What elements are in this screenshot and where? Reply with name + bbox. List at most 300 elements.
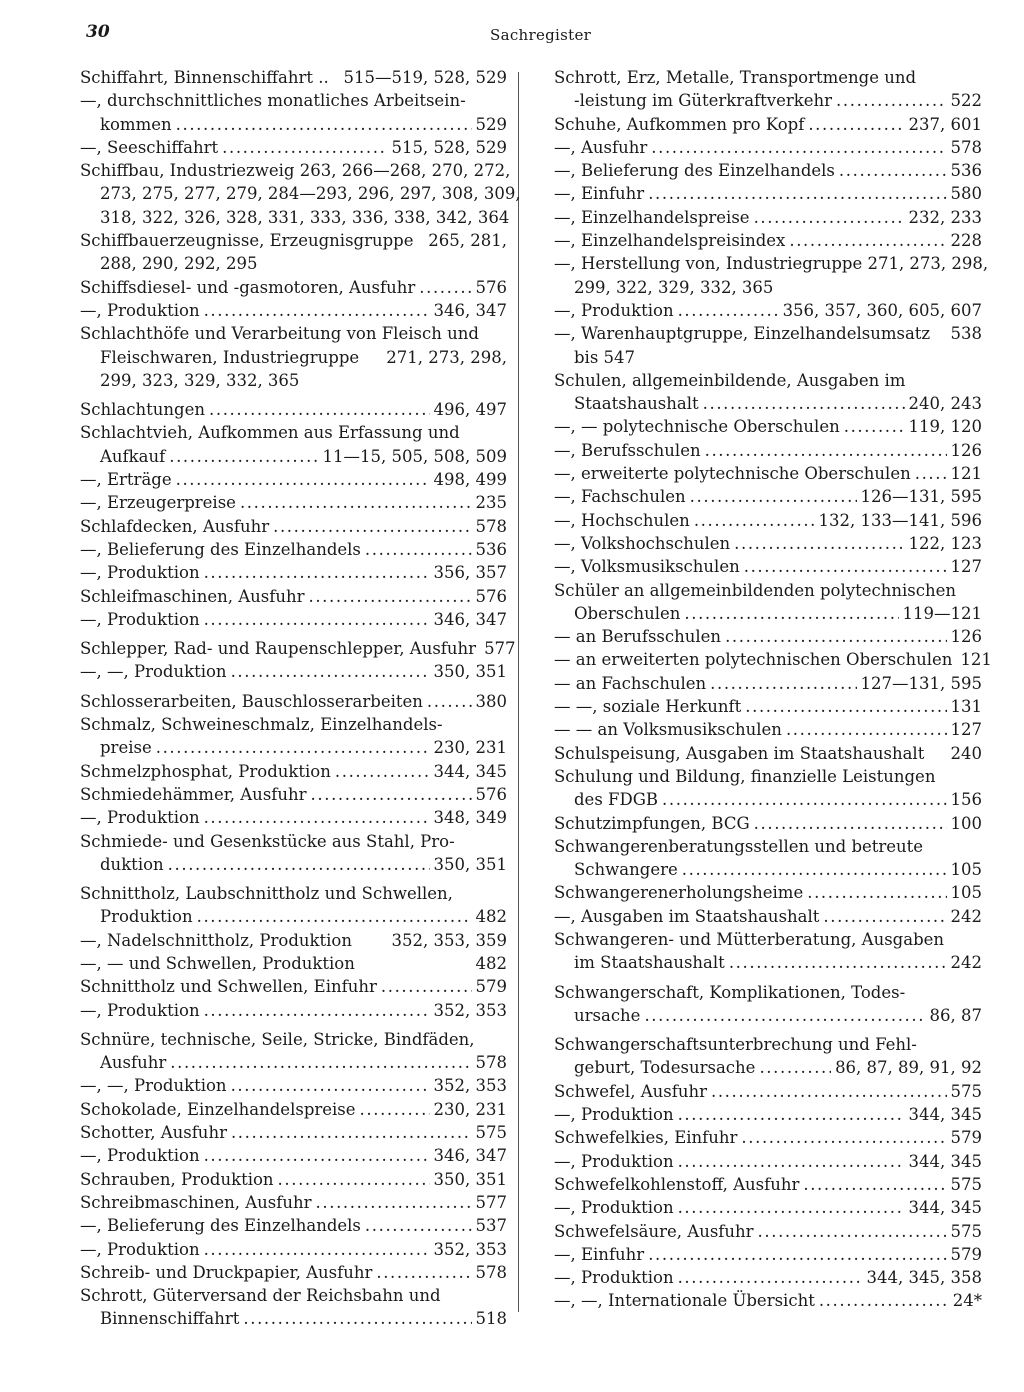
index-entry [80,1028,507,1051]
index-term: Schwangerschaftsunterbrechung und Fehl- [554,1035,917,1055]
leader-dots [419,276,471,299]
index-term: —, durchschnittliches monatliches Arbeitsein- [80,91,466,111]
leader-dots [231,1074,430,1097]
index-term: Schiffbau, Industriezweig 263, 266—268, 270, 272, [80,161,511,181]
running-head: Sachregister [490,26,592,44]
page-references: 346, 347 [433,300,507,320]
index-term: Fleischwaren, Industriegruppe [100,347,360,367]
index-term: 273, 275, 277, 279, 284—293, 296, 297, 308, 309, [100,184,521,204]
leader-dots [204,299,430,322]
page-references: 126 [950,440,982,460]
index-entry [80,1121,507,1144]
index-term: Schmiede- und Gesenkstücke aus Stahl, Pro- [80,831,455,851]
index-term: Schüler an allgemeinbildenden polytechnischen [554,580,956,600]
index-entry [554,765,982,788]
index-entry [80,1168,507,1191]
index-entry [554,159,982,182]
leader-dots [335,760,430,783]
index-entry [554,905,982,928]
index-entry [80,760,507,783]
page-references: 350, 351 [433,854,507,874]
leader-dots [789,229,946,252]
page-references: 86, 87, 89, 91, 92 [835,1058,982,1078]
index-entry [554,1103,982,1126]
index-entry [554,1243,982,1266]
index-term: im Staatshaushalt [574,953,725,973]
index-entry [554,1150,982,1173]
index-term: Schlachtvieh, Aufkommen aus Erfassung und [80,423,460,443]
index-entry [554,1196,982,1219]
index-entry [80,299,507,322]
index-term: — —, soziale Herkunft [554,697,742,717]
page-references: 538 [950,324,982,344]
index-term: Schwefelkohlenstoff, Ausfuhr [554,1174,800,1194]
page-references: 522 [950,91,982,111]
index-term: Schwangeren- und Mütterberatung, Ausgaben [554,929,945,949]
leader-dots [176,113,472,136]
index-term: bis 547 [574,347,636,367]
leader-dots [240,491,472,514]
page-references: 122, 123 [908,533,982,553]
index-term: Schwefelsäure, Ausfuhr [554,1221,754,1241]
index-term: —, Produktion [80,1000,200,1020]
leader-dots [204,608,430,631]
index-entry [80,1074,507,1097]
leader-dots [204,561,430,584]
page-references: 515—519, 528, 529 [343,68,507,87]
index-entry [554,625,982,648]
page-references: 518 [475,1309,507,1329]
page-references: 498, 499 [433,470,507,490]
page-references: 576 [475,586,507,606]
page-references: 348, 349 [433,808,507,828]
index-entry [554,648,992,671]
leader-dots [311,783,472,806]
page-references: 579 [475,977,507,997]
page-references: 529 [475,114,507,134]
leader-dots [754,206,905,229]
leader-dots [365,538,472,561]
page-references: 537 [475,1216,507,1236]
leader-dots [231,660,430,683]
page-references: 575 [950,1081,982,1101]
page-references: 578 [475,1262,507,1282]
index-term: —, Einzelhandelspreise [554,207,750,227]
index-entry [80,999,507,1022]
leader-dots [365,1214,472,1237]
index-term: —, Belieferung des Einzelhandels [80,539,361,559]
page-references: 482 [475,907,507,927]
index-term: —, Berufsschulen [554,440,701,460]
index-entry [554,439,982,462]
page-references: 579 [950,1128,982,1148]
index-term: Schotter, Ausfuhr [80,1123,227,1143]
page-references: 496, 497 [433,400,507,420]
page-references: 242 [950,906,982,926]
index-entry [80,346,507,369]
index-entry [80,1238,507,1261]
page-references: 230, 231 [433,1099,507,1119]
index-entry [80,853,507,876]
leader-dots [915,462,947,485]
index-term: —, Produktion [80,609,200,629]
index-term: Schwefel, Ausfuhr [554,1081,707,1101]
page-references: 356, 357, 360, 605, 607 [782,300,982,320]
index-term: Aufkauf [100,446,166,466]
page-references: 577 [475,1192,507,1212]
page-references: 352, 353 [433,1239,507,1259]
index-term: —, Produktion [80,300,200,320]
leader-dots [678,1150,905,1173]
index-term: Oberschulen [574,603,681,623]
index-term: preise [100,738,152,758]
leader-dots [758,1220,947,1243]
index-entry [554,252,989,275]
index-term: —, Einfuhr [554,1244,645,1264]
index-term: —, Produktion [554,1198,674,1218]
index-entry [554,1173,982,1196]
index-entry [80,1214,507,1237]
page-references: 575 [950,1174,982,1194]
leader-dots [705,439,947,462]
leader-dots [651,136,946,159]
index-entry [554,881,982,904]
index-term: 288, 290, 292, 295 [100,254,258,274]
index-term: —, Belieferung des Einzelhandels [554,161,835,181]
index-term: —, Einfuhr [554,184,645,204]
index-entry [80,89,507,112]
index-entry [554,579,982,602]
index-entry [80,1144,507,1167]
index-term: —, Erzeugerpreise [80,493,236,513]
index-entry [554,555,982,578]
page-references: 127—131, 595 [860,673,982,693]
index-term: — an Berufsschulen [554,627,722,647]
index-entry [554,485,982,508]
leader-dots [170,1051,471,1074]
index-entry [554,1056,982,1079]
index-term: —, Ausgaben im Staatshaushalt [554,906,820,926]
index-entry [554,812,982,835]
leader-dots [678,1266,863,1289]
index-term: Schlepper, Rad- und Raupenschlepper, Ausfuhr [80,639,477,659]
page-references: 271, 273, 298, [386,347,507,367]
page-references: 346, 347 [433,1146,507,1166]
index-entry [554,788,982,811]
leader-dots [209,398,430,421]
page-references: 344, 345 [908,1105,982,1125]
index-entry [554,113,982,136]
page-references: 242 [950,953,982,973]
index-term: —, erweiterte polytechnische Oberschulen [554,464,911,484]
index-entry [554,509,982,532]
index-term: Schrauben, Produktion [80,1169,274,1189]
index-entry [554,276,982,299]
index-entry [554,835,982,858]
index-term: Schrott, Güterversand der Reichsbahn und [80,1286,441,1306]
page-references: 344, 345 [908,1151,982,1171]
leader-dots [703,392,905,415]
page-references: 576 [475,277,507,297]
index-term: Schwangere [574,860,678,880]
index-term: — an Fachschulen [554,673,707,693]
index-term: Binnenschiffahrt [100,1309,240,1329]
index-term: —, —, Internationale Übersicht [554,1291,815,1311]
leader-dots [662,788,946,811]
index-entry [80,608,507,631]
page-references: 105 [950,883,982,903]
index-entry [554,858,982,881]
index-term: —, —, Produktion [80,1076,227,1096]
index-entry [80,136,507,159]
index-term: —, — polytechnische Oberschulen [554,417,840,437]
index-term: —, Belieferung des Einzelhandels [80,1216,361,1236]
page-references: 24* [952,1291,982,1311]
index-term: Schiffbauerzeugnisse, Erzeugnisgruppe [80,231,414,251]
index-term: Schwefelkies, Einfuhr [554,1128,738,1148]
index-term: geburt, Todesursache [574,1058,756,1078]
index-entry [554,322,982,345]
page-references: 482 [475,953,507,973]
index-term: Schrott, Erz, Metalle, Transportmenge und [554,68,917,87]
index-term: Schokolade, Einzelhandelspreise [80,1099,356,1119]
leader-dots [741,1126,946,1149]
page-references: 575 [950,1221,982,1241]
page-references: 105 [950,860,982,880]
index-entry [80,1284,507,1307]
leader-dots [808,113,904,136]
index-term: —, Produktion [80,1146,200,1166]
leader-dots [308,585,471,608]
index-term: Schutzimpfungen, BCG [554,813,750,833]
page-references: 577 [484,639,516,659]
page-references: 230, 231 [433,738,507,758]
leader-dots [710,672,856,695]
index-term: —, Fachschulen [554,487,686,507]
page-references: 350, 351 [433,1169,507,1189]
page-references: 346, 347 [433,609,507,629]
page-references: 536 [950,161,982,181]
index-entry [80,491,507,514]
leader-dots [360,1098,430,1121]
page-references: 578 [475,516,507,536]
index-term: Schwangerenerholungsheime [554,883,804,903]
index-term: Schulung und Bildung, finanzielle Leistungen [554,766,936,786]
page-references: 86, 87 [929,1005,982,1025]
index-entry [80,952,507,975]
page-references: 579 [950,1244,982,1264]
index-entry [554,1033,982,1056]
index-term: Schwangerenberatungsstellen und betreute [554,836,924,856]
index-entry [80,322,507,345]
leader-dots [745,695,946,718]
index-term: Schwangerschaft, Komplikationen, Todes- [554,982,906,1002]
index-entry [554,1080,982,1103]
index-entry [554,695,982,718]
leader-dots [648,1243,946,1266]
leader-dots [711,1080,947,1103]
page-references: 356, 357 [433,563,507,583]
index-term: —, — und Schwellen, Produktion [80,953,355,973]
index-term: Schreib- und Druckpapier, Ausfuhr [80,1262,373,1282]
leader-dots [678,299,779,322]
index-entry [80,206,510,229]
page-references: 156 [950,790,982,810]
index-term: Schlachthöfe und Verarbeitung von Fleisch und [80,324,479,344]
leader-dots [243,1307,471,1330]
index-term: —, Produktion [80,563,200,583]
index-term: Schmelzphosphat, Produktion [80,761,331,781]
leader-dots [678,1103,905,1126]
index-entry [80,276,507,299]
index-entry [80,561,507,584]
index-entry [554,415,982,438]
index-entry [80,637,516,660]
page-references: 344, 345 [908,1198,982,1218]
leader-dots [204,1144,430,1167]
index-term: —, Ausfuhr [554,137,648,157]
index-entry [554,532,982,555]
index-entry [554,369,982,392]
index-entry [80,882,507,905]
index-entry [554,462,982,485]
leader-dots [427,690,472,713]
index-entry [80,369,507,392]
leader-dots [204,806,430,829]
index-term: —, Warenhauptgruppe, Einzelhandelsumsatz [554,324,931,344]
index-entry [80,66,507,89]
page-references: 352, 353 [433,1000,507,1020]
leader-dots [278,1168,430,1191]
leader-dots [836,89,946,112]
index-term: —, Produktion [80,1239,200,1259]
index-entry [80,1051,507,1074]
index-term: -leistung im Güterkraftverkehr [574,91,833,111]
index-term: 299, 322, 329, 332, 365 [574,277,774,297]
leader-dots [729,951,947,974]
page-references: 575 [475,1123,507,1143]
page-references: 100 [950,813,982,833]
page-references: 352, 353 [433,1076,507,1096]
page-references: 121 [960,650,992,670]
index-term: kommen [100,114,172,134]
leader-dots [823,905,946,928]
leader-dots [844,415,905,438]
page-references: 344, 345, 358 [866,1268,982,1288]
index-term: Schlosserarbeiten, Bauschlosserarbeiten [80,691,423,711]
index-entry [554,229,982,252]
index-entry [80,1307,507,1330]
index-term: Schleifmaschinen, Ausfuhr [80,586,305,606]
index-entry [554,392,982,415]
leader-dots [759,1056,831,1079]
leader-dots [754,812,947,835]
page-number: 30 [86,22,110,42]
index-term: — an erweiterten polytechnischen Oberschulen [554,650,953,670]
index-term: Staatshaushalt [574,394,699,414]
leader-dots [786,718,947,741]
index-column-right [554,66,992,1313]
page-references: 580 [950,184,982,204]
index-entry [80,182,521,205]
page-references: 127 [950,720,982,740]
index-entry [554,981,982,1004]
index-term: Ausfuhr [100,1053,167,1073]
column-divider [518,72,519,1312]
page-references: 265, 281, [428,231,507,251]
page-references: 578 [475,1053,507,1073]
page-references: 127 [950,557,982,577]
index-entry [80,660,507,683]
index-entry [80,421,507,444]
index-term: —, Hochschulen [554,510,690,530]
page-references: 344, 345 [433,761,507,781]
index-term: 299, 323, 329, 332, 365 [100,370,300,390]
index-column-left [80,66,521,1331]
index-entry [80,929,507,952]
leader-dots [644,1004,925,1027]
page-references: 578 [950,137,982,157]
index-entry [80,229,507,252]
index-term: —, Produktion [554,1151,674,1171]
page-references: 126 [950,627,982,647]
index-term: —, Produktion [554,1268,674,1288]
index-term: —, Herstellung von, Industriegruppe 271, 273, 298, [554,254,989,274]
index-term: Schiffahrt, Binnenschiffahrt .. [80,68,329,87]
index-term: —, Nadelschnittholz, Produktion [80,930,352,950]
leader-dots [222,136,387,159]
index-entry [80,159,511,182]
index-term: Schnittholz und Schwellen, Einfuhr [80,977,377,997]
page-references: 237, 601 [908,114,982,134]
index-entry [80,905,507,928]
index-entry [80,252,507,275]
index-entry [554,89,982,112]
index-entry [80,975,507,998]
index-term: Produktion [100,907,193,927]
index-entry [80,736,507,759]
index-entry [80,1261,507,1284]
page-references: 240 [950,743,982,763]
index-term: Schlafdecken, Ausfuhr [80,516,270,536]
index-entry [554,718,982,741]
index-term: 318, 322, 326, 328, 331, 333, 336, 338, 342, 364 [100,207,510,227]
index-term: —, Produktion [554,300,674,320]
index-entry [80,468,507,491]
index-term: Schmalz, Schweineschmalz, Einzelhandels- [80,715,443,735]
page-references: 576 [475,784,507,804]
index-entry [80,113,507,136]
page-references: 132, 133—141, 596 [818,510,982,530]
index-entry [80,806,507,829]
page-references: 380 [475,691,507,711]
leader-dots [819,1289,949,1312]
leader-dots [682,858,947,881]
index-entry [80,1191,507,1214]
index-entry [554,66,982,89]
index-entry [554,1126,982,1149]
index-entry [554,672,982,695]
index-term: —, Seeschiffahrt [80,137,219,157]
index-term: Schlachtungen [80,400,205,420]
page-references: 119—121 [902,603,982,623]
index-entry [554,742,982,765]
index-term: ursache [574,1005,641,1025]
leader-dots [176,468,430,491]
index-entry [80,830,507,853]
index-entry [554,928,982,951]
page-references: 350, 351 [433,662,507,682]
